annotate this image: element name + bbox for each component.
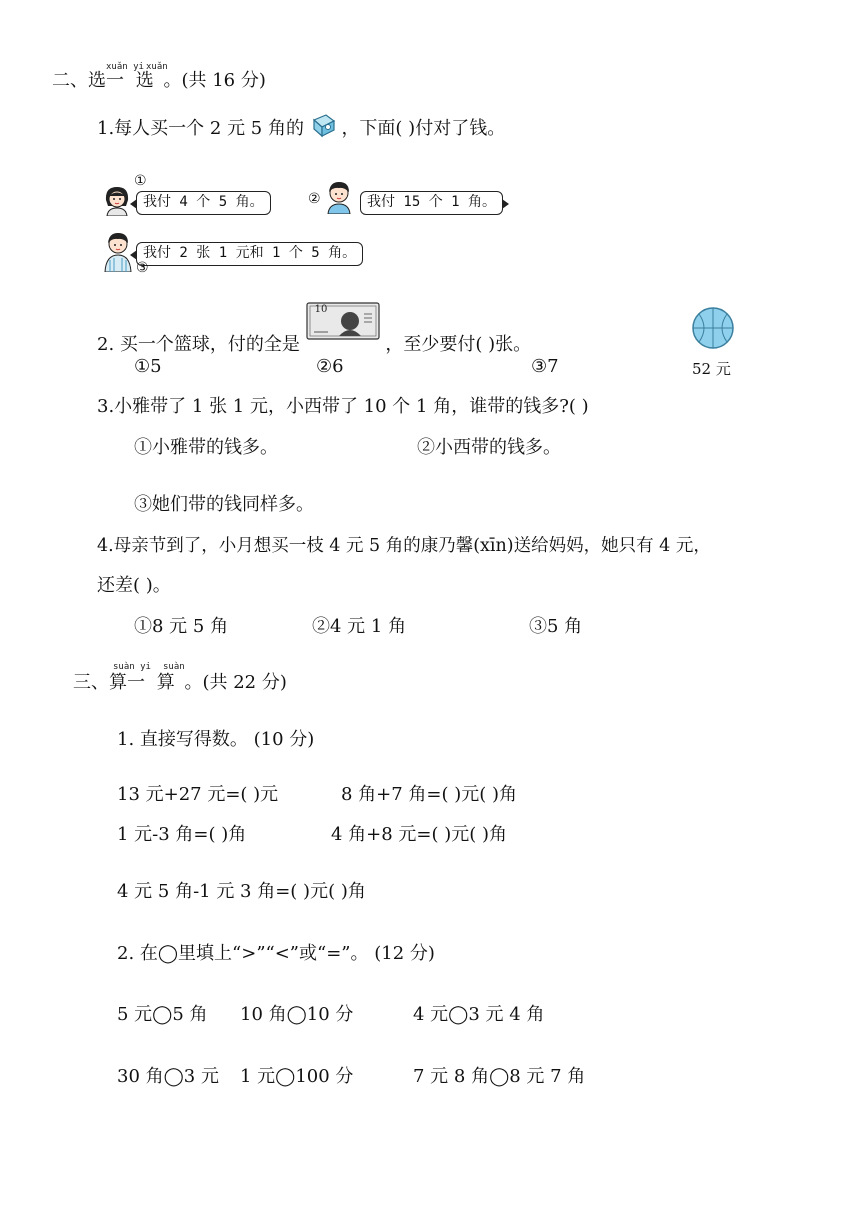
calc-item-3: 1 元-3 角=( )角 [117,824,247,845]
q3-option-3: ③她们带的钱同样多。 [134,494,314,515]
question-1 [97,112,505,140]
banknote-icon [306,304,380,356]
q4-option-1: ①8 元 5 角 [134,616,229,637]
calc-item-2: 8 角+7 角=( )元( )角 [341,784,518,805]
question-2-text-b: ，至少要付( )张。 [385,334,532,355]
basketball-icon [691,306,735,354]
speech-bubble-option-2: 我付 15 个 1 角。 [360,191,503,215]
speech-bubble-option-1: 我付 4 个 5 角。 [136,191,271,215]
q2-option-1: ①5 [134,356,162,377]
q4-option-2: ②4 元 1 角 [312,616,407,637]
q4-option-3: ③5 角 [529,616,583,637]
q3-option-1: ①小雅带的钱多。 [134,437,278,458]
section-2-title-mid: 选 [135,70,154,91]
calc-item-4: 4 角+8 元=( )元( )角 [331,824,508,845]
section-3-title-post: 。(共 22 分) [184,672,287,693]
section-2-title [52,70,266,92]
compare-item-4: 30 角◯3 元 [117,1066,219,1087]
question-4-line-2: 还差( )。 [97,575,171,596]
pinyin-xuan-yi: xuǎn yi [106,62,144,72]
girl-avatar-icon [102,184,132,220]
compare-item-5: 1 元◯100 分 [240,1066,354,1087]
section-3-title-pre: 三、算一 [73,672,145,693]
question-2 [97,304,532,356]
compare-item-2: 10 角◯10 分 [240,1004,354,1025]
pinyin-xuan: xuǎn [146,62,168,72]
section-3-title [73,672,287,694]
boy-avatar-icon [324,180,354,218]
question-1-text-a: 1.每人买一个 2 元 5 角的 [97,118,304,139]
section-2-title-pre: 二、选一 [52,70,124,91]
q3-option-2: ②小西带的钱多。 [417,437,561,458]
speech-bubble-option-3: 我付 2 张 1 元和 1 个 5 角。 [136,242,363,266]
part-2-title: 2. 在◯里填上“>”“<”或“=”。 (12 分) [117,943,435,964]
basketball-price: 52 元 [692,360,731,378]
question-2-text-a: 2. 买一个篮球，付的全是 [97,334,300,355]
pinyin-suan-yi: suàn yi [113,662,151,672]
q2-option-3: ③7 [531,356,559,377]
compare-item-6: 7 元 8 角◯8 元 7 角 [413,1066,586,1087]
banknote-value: 10 [314,304,328,315]
section-2-title-post: 。(共 16 分) [163,70,266,91]
pinyin-suan: suàn [163,662,185,672]
option-3-number: ③ [136,260,149,276]
question-3: 3.小雅带了 1 张 1 元，小西带了 10 个 1 角，谁带的钱多?( ) [97,396,589,417]
calc-item-1: 13 元+27 元=( )元 [117,784,279,805]
pencil-sharpener-icon [310,112,336,134]
option-1-number: ① [134,173,147,189]
question-1-text-b: ，下面( )付对了钱。 [341,118,506,139]
option-2-number: ② [308,191,321,207]
part-1-title: 1. 直接写得数。 (10 分) [117,729,315,750]
compare-item-1: 5 元◯5 角 [117,1004,208,1025]
question-4-line-1: 4.母亲节到了，小月想买一枝 4 元 5 角的康乃馨(xīn)送给妈妈，她只有 4 元， [97,536,711,556]
q2-option-2: ②6 [316,356,344,377]
compare-item-3: 4 元◯3 元 4 角 [413,1004,545,1025]
section-3-title-mid: 算 [156,672,175,693]
calc-item-5: 4 元 5 角-1 元 3 角=( )元( )角 [117,881,366,902]
